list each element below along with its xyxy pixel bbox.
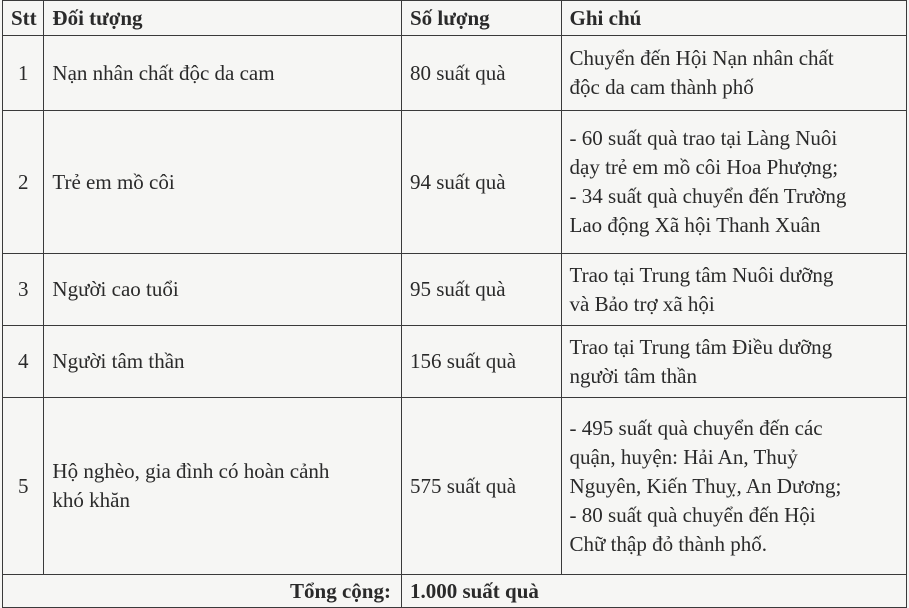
note-line: - 495 suất quà chuyển đến các — [569, 415, 823, 440]
row-subject — [44, 111, 402, 254]
note-line: dạy trẻ em mồ côi Hoa Phượng; — [569, 155, 839, 179]
subject-line: Người cao tuổi — [52, 277, 179, 301]
table-row — [3, 111, 907, 254]
table-header-row — [3, 1, 907, 36]
gift-distribution-table — [2, 0, 907, 608]
note-line: người tâm thần — [569, 363, 697, 388]
note-line: Lao động Xã hội Thanh Xuân — [569, 213, 821, 237]
note-line: Chuyển đến Hội Nạn nhân chất — [569, 46, 834, 70]
table-row — [3, 254, 907, 326]
row-note — [561, 36, 906, 111]
note-line: - 80 suất quà chuyển đến Hội — [569, 502, 816, 527]
subject-line: Hộ nghèo, gia đình có hoàn cảnh — [52, 459, 330, 483]
note-line: Trao tại Trung tâm Điều dưỡng — [569, 334, 833, 359]
total-value: 1.000 suất quà — [401, 575, 906, 608]
row-stt: 2 — [3, 111, 44, 254]
row-quantity: 94 suất quà — [401, 111, 561, 254]
header-stt: Stt — [3, 1, 44, 36]
note-line: độc da cam thành phố — [569, 75, 754, 99]
row-note — [561, 326, 906, 398]
row-subject — [44, 398, 402, 575]
header-subject: Đối tượng — [44, 1, 402, 36]
note-line: - 34 suất quà chuyển đến Trường — [569, 184, 847, 208]
table-row — [3, 398, 907, 575]
total-row — [3, 575, 907, 608]
row-stt: 1 — [3, 36, 44, 111]
note-line: Nguyên, Kiến Thuỵ, An Dương; — [569, 473, 842, 498]
row-quantity: 156 suất quà — [401, 326, 561, 398]
header-quantity: Số lượng — [401, 1, 561, 36]
note-line: và Bảo trợ xã hội — [569, 291, 715, 316]
header-note: Ghi chú — [561, 1, 906, 36]
row-subject — [44, 326, 402, 398]
row-stt: 4 — [3, 326, 44, 398]
note-line: Trao tại Trung tâm Nuôi dưỡng — [569, 262, 834, 287]
row-subject — [44, 36, 402, 111]
table-row — [3, 326, 907, 398]
row-stt: 5 — [3, 398, 44, 575]
subject-line: Trẻ em mồ côi — [52, 169, 175, 194]
row-subject — [44, 254, 402, 326]
subject-line: Nạn nhân chất độc da cam — [52, 60, 275, 85]
table-row — [3, 36, 907, 111]
row-note — [561, 398, 906, 575]
subject-line: khó khăn — [52, 488, 130, 512]
row-note — [561, 254, 906, 326]
note-line: Chữ thập đỏ thành phố. — [569, 531, 767, 556]
note-line: - 60 suất quà trao tại Làng Nuôi — [569, 126, 838, 150]
row-note — [561, 111, 906, 254]
row-stt: 3 — [3, 254, 44, 326]
total-label: Tổng cộng: — [3, 575, 402, 608]
row-quantity: 95 suất quà — [401, 254, 561, 326]
subject-line: Người tâm thần — [52, 349, 185, 373]
row-quantity: 80 suất quà — [401, 36, 561, 111]
row-quantity: 575 suất quà — [401, 398, 561, 575]
note-line: quận, huyện: Hải An, Thuỷ — [569, 444, 798, 469]
